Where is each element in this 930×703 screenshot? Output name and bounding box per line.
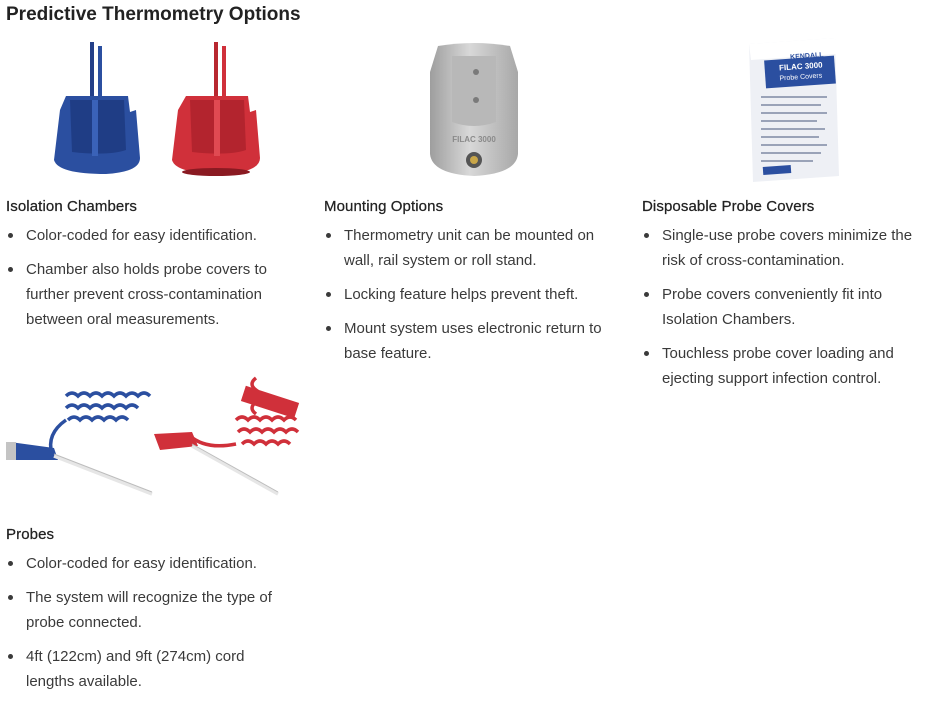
list-item: Color-coded for easy identification. <box>6 551 296 576</box>
isolation-chambers-image <box>48 40 268 180</box>
isolation-chambers-section <box>6 198 296 341</box>
probes-section <box>6 526 296 703</box>
blue-chamber-icon <box>54 42 140 174</box>
probe-covers-list <box>642 223 930 391</box>
list-item: Mount system uses electronic return to base feature. <box>324 316 614 366</box>
list-item: Single-use probe covers minimize the risk of cross-contamination. <box>642 223 930 273</box>
list-item: Touchless probe cover loading and ejecting support infection control. <box>642 341 930 391</box>
box-sub-label: Probe Covers <box>779 72 823 83</box>
mounting-options-list <box>324 223 614 366</box>
list-item: Thermometry unit can be mounted on wall, rail system or roll stand. <box>324 223 614 273</box>
list-item: 4ft (122cm) and 9ft (274cm) cord lengths available. <box>6 644 296 694</box>
probes-image <box>6 374 306 504</box>
mounting-options-section <box>324 198 614 375</box>
isolation-chambers-list <box>6 223 296 332</box>
probe-covers-heading: Disposable Probe Covers <box>642 198 815 215</box>
probes-heading: Probes <box>6 526 55 543</box>
list-item: Locking feature helps prevent theft. <box>324 282 614 307</box>
list-item: Chamber also holds probe covers to further prevent cross-contamination between oral measurements. <box>6 257 296 332</box>
probe-cover-box-image <box>745 36 841 184</box>
box-brand-label: KENDALL <box>789 51 824 62</box>
mount-label: FILAC 3000 <box>452 135 496 144</box>
mount-bracket-image <box>428 42 520 178</box>
list-item: The system will recognize the type of probe connected. <box>6 585 296 635</box>
box-product-label: FILAC 3000 <box>778 60 823 73</box>
red-chamber-icon <box>172 42 260 176</box>
list-item: Color-coded for easy identification. <box>6 223 296 248</box>
probe-covers-section <box>642 198 930 400</box>
page-title: Predictive Thermometry Options <box>6 4 301 25</box>
list-item: Probe covers conveniently fit into Isolation Chambers. <box>642 282 930 332</box>
mounting-options-heading: Mounting Options <box>324 198 444 215</box>
isolation-chambers-heading: Isolation Chambers <box>6 198 138 215</box>
probes-list <box>6 551 296 694</box>
